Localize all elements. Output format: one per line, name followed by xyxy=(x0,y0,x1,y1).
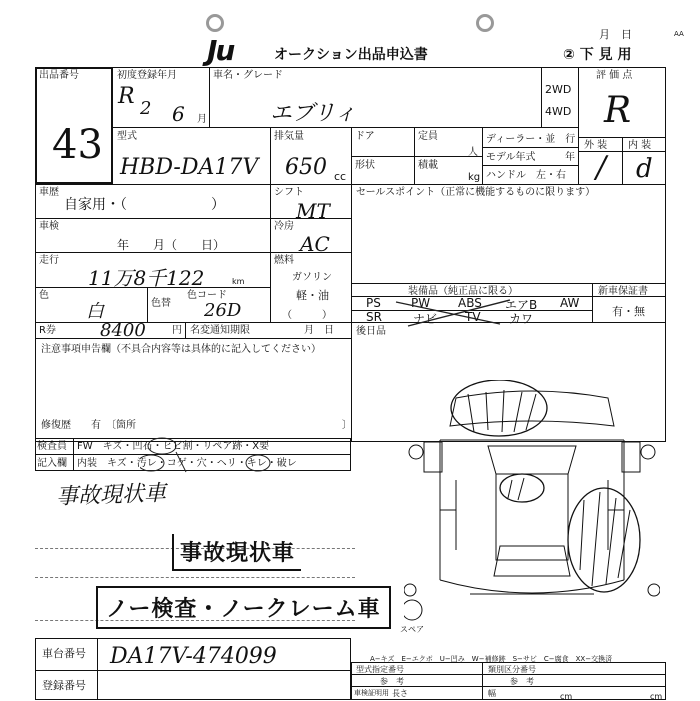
width-label: 幅 xyxy=(488,689,496,698)
displacement-value: 650 xyxy=(285,155,327,180)
car-name-label: 車名・グレード xyxy=(213,70,283,81)
chassis-number: DA17V-474099 xyxy=(110,644,277,669)
fuel-label: 燃料 xyxy=(274,255,294,266)
car-damage-diagram xyxy=(404,380,660,630)
registration-label: 登録番号 xyxy=(42,679,86,692)
divider xyxy=(35,670,351,671)
divider xyxy=(578,151,666,152)
equip-navi: ナビ xyxy=(413,312,438,326)
inspection-label: 車検 xyxy=(39,221,59,232)
color-label: 色 xyxy=(39,290,49,301)
divider xyxy=(482,165,578,166)
divider xyxy=(73,438,74,471)
divider xyxy=(185,322,186,338)
notes-label: 注意事項申告欄（不具合内容等は具体的に記入してください） xyxy=(41,344,321,355)
divider xyxy=(351,184,352,442)
history-label: 車歴 xyxy=(39,187,59,198)
divider xyxy=(35,252,351,253)
sales-point-label: セールスポイント（正常に機能するものに限ります） xyxy=(356,187,596,198)
inspector-label: 検査員 xyxy=(37,441,67,452)
handle-label: ハンドル 左・右 xyxy=(486,170,566,181)
rating-value: R xyxy=(604,90,632,131)
displacement-label: 排気量 xyxy=(274,131,304,142)
transfer-label: 名変通知期限 xyxy=(190,325,250,336)
color-code-label: 色コード xyxy=(187,290,227,301)
reference-2: 参 考 xyxy=(510,677,534,686)
entry-label: 記入欄 xyxy=(37,458,67,469)
divider xyxy=(35,218,351,219)
mileage-label: 走行 xyxy=(39,255,59,266)
date-suffix: AA xyxy=(674,30,684,38)
displacement-unit: cc xyxy=(334,170,347,183)
equip-abs: ABS xyxy=(458,296,482,310)
equipment-label: 装備品（純正品に限る） xyxy=(408,286,518,297)
first-reg-year: 2 xyxy=(140,98,152,119)
fw-line: FW キズ・凹石・ヒビ割・リペア跡・X要 xyxy=(77,441,270,452)
rating-label: 評 価 点 xyxy=(596,70,633,81)
exterior-grade: / xyxy=(596,150,607,185)
car-name-value: エブリィ xyxy=(270,101,357,126)
exterior-label: 外 装 xyxy=(584,140,608,151)
aircon-label: 冷房 xyxy=(274,221,294,232)
handwritten-accident-note: 事故現状車 xyxy=(55,481,167,510)
fuel-option-diesel: 軽・油 xyxy=(296,289,329,302)
divider xyxy=(97,638,98,700)
equip-ps: PS xyxy=(366,296,381,310)
equip-sr: SR xyxy=(366,310,382,324)
model-year-unit: 年 xyxy=(565,152,575,163)
first-reg-month: 6 xyxy=(172,102,185,126)
transfer-value: 月 日 xyxy=(304,325,334,336)
color-code-value: 26D xyxy=(204,300,242,321)
divider xyxy=(578,67,579,184)
repair-history-label: 修復歴 有 〔箇所 xyxy=(41,420,136,431)
first-reg-label: 初度登録年月 xyxy=(117,70,177,81)
divider xyxy=(482,662,483,700)
interior-grade: d xyxy=(636,154,653,184)
dealer-label: ディーラー・並 行 xyxy=(486,134,576,145)
color-value: 白 xyxy=(86,301,104,322)
door-label: ドア xyxy=(355,131,375,142)
equip-pw: PW xyxy=(411,296,431,310)
divider xyxy=(482,147,578,148)
recycle-unit: 円 xyxy=(172,325,182,336)
cert-label: 車検証明用 xyxy=(354,689,389,697)
model-value: HBD-DA17V xyxy=(120,155,259,180)
equip-leather: カワ xyxy=(509,312,534,326)
model-label: 型式 xyxy=(117,131,137,142)
shift-label: シフト xyxy=(274,187,304,198)
type-approval-label: 型式指定番号 xyxy=(356,665,404,674)
warranty-value: 有・無 xyxy=(612,305,645,318)
aircon-value: AC xyxy=(300,232,330,256)
interior-label: 内 装 xyxy=(628,140,652,151)
lot-no-value: 43 xyxy=(52,122,103,168)
equip-airbag: エアB xyxy=(505,298,538,312)
damage-legend: A−キズ E−エクボ U−凹み W−補修跡 S−サビ C−腐食 XX−交換済 xyxy=(370,655,613,663)
recycle-value: 8400 xyxy=(100,320,146,341)
after-items-label: 後日品 xyxy=(356,326,386,337)
first-reg-month-unit: 月 xyxy=(197,114,207,125)
form-title: オークション出品申込書 xyxy=(274,47,428,63)
equipment-strike-marks xyxy=(390,292,590,332)
mileage-value: 11万8千122 xyxy=(88,266,205,290)
divider xyxy=(270,127,271,184)
first-reg-era: R xyxy=(118,84,135,109)
drive-2wd: 2WD xyxy=(545,83,572,96)
divider xyxy=(147,287,148,322)
length-label: 長さ xyxy=(392,689,408,698)
divider xyxy=(35,338,351,339)
mileage-unit: km xyxy=(232,277,245,286)
load-label: 積載 xyxy=(418,160,438,171)
reference-1: 参 考 xyxy=(380,677,404,686)
load-unit: kg xyxy=(468,172,481,183)
class-label: 類別区分番号 xyxy=(488,665,536,674)
chassis-label: 車台番号 xyxy=(42,647,86,660)
ju-logo: Ju xyxy=(207,34,234,67)
lot-no-label: 出品番号 xyxy=(39,70,79,81)
equip-aw: AW xyxy=(560,296,580,310)
divider xyxy=(35,287,270,288)
spare-label: スペア xyxy=(400,625,424,634)
header xyxy=(0,0,700,66)
capacity-label: 定員 xyxy=(418,131,438,142)
cm-unit-2: cm xyxy=(650,692,663,701)
history-value: 自家用・（ ） xyxy=(64,197,225,213)
no-inspection-stamp: ノー検査・ノークレーム車 xyxy=(96,586,391,629)
color-change-label: 色替 xyxy=(151,298,171,309)
divider xyxy=(622,137,623,184)
check-circle-marks xyxy=(140,436,340,476)
model-year-label: モデル年式 xyxy=(486,152,536,163)
warranty-label: 新車保証書 xyxy=(598,286,648,297)
fuel-paren: （ ） xyxy=(282,310,332,321)
drive-4wd: 4WD xyxy=(545,105,572,118)
shape-label: 形状 xyxy=(355,160,375,171)
accident-stamp: 事故現状車 xyxy=(172,534,301,571)
divider xyxy=(482,127,483,184)
date-labels: 月 日 xyxy=(599,28,632,41)
fuel-option-gasoline: ガソリン xyxy=(292,272,332,283)
inner-line: 内装 キズ・汚レ・コゲ・穴・ヘリ・キレ・破レ xyxy=(77,458,297,469)
cm-unit-1: cm xyxy=(560,692,573,701)
divider xyxy=(592,283,593,322)
capacity-unit: 人 xyxy=(468,147,478,158)
dashed-line xyxy=(35,577,355,578)
inspection-value: 年 月（ 日） xyxy=(117,238,226,252)
divider xyxy=(209,67,210,127)
divider xyxy=(351,156,482,157)
divider xyxy=(351,283,666,284)
divider xyxy=(270,184,271,322)
divider xyxy=(541,67,542,127)
divider xyxy=(113,127,578,128)
recycle-label: R券 xyxy=(39,325,56,336)
repair-history-bracket: 〕 xyxy=(342,420,352,431)
shift-value: MT xyxy=(296,199,330,223)
copy-label: ② 下 見 用 xyxy=(563,47,632,63)
equip-tv: TV xyxy=(465,310,481,324)
